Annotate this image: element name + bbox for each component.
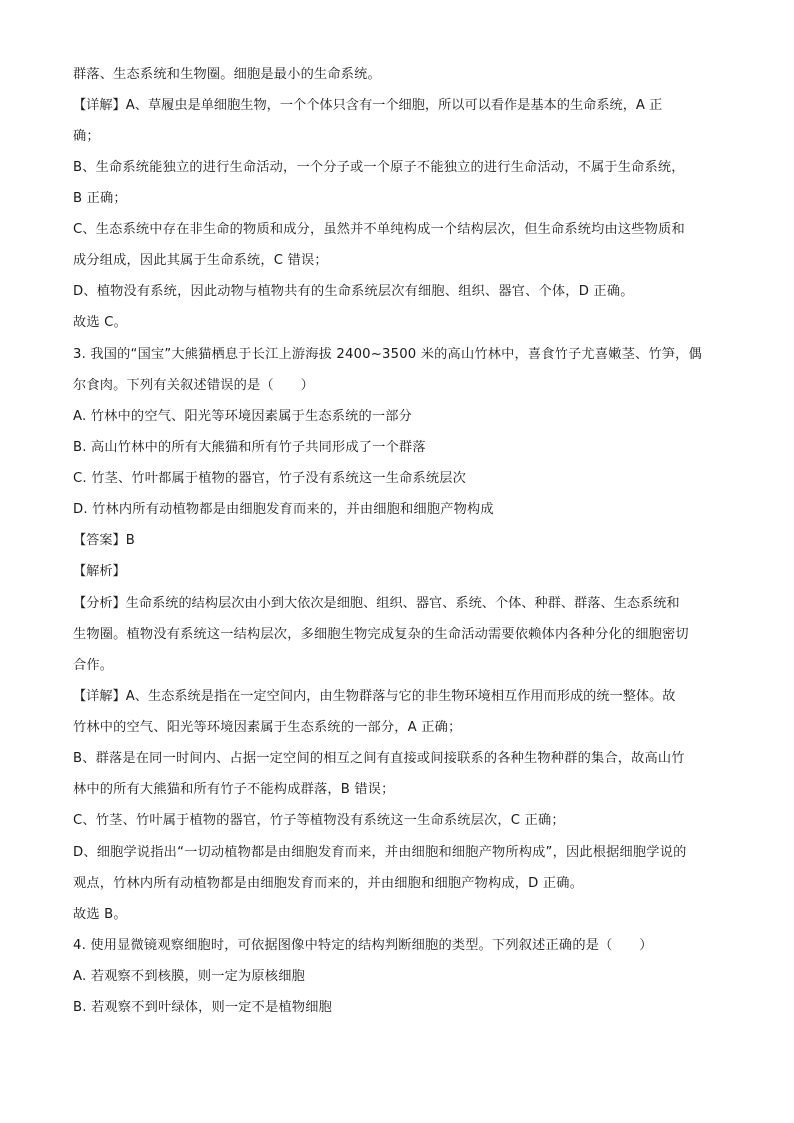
text-line: D、细胞学说指出“一切动植物都是由细胞发育而来，并由细胞和细胞产物所构成”，因此根据细胞学说的 — [73, 845, 687, 860]
text-line: 故选 B。 — [73, 907, 127, 922]
text-line: 确； — [73, 129, 100, 144]
question-3-option-b: B. 高山竹林中的所有大熊猫和所有竹子共同形成了一个群落 — [73, 440, 426, 455]
text-line: 合作。 — [73, 658, 114, 673]
question-3-stem: 尔食肉。下列有关叙述错误的是（ ） — [73, 378, 314, 393]
text-line: 成分组成，因此其属于生命系统，C 错误； — [73, 253, 328, 268]
text-line: C、生态系统中存在非生命的物质和成分，虽然并不单纯构成一个结构层次，但生命系统均由这些物质和 — [73, 222, 685, 237]
text-line: B、生命系统能独立的进行生命活动，一个分子或一个原子不能独立的进行生命活动，不属于生命系统， — [73, 160, 685, 175]
text-line: 【详解】A、草履虫是单细胞生物，一个个体只含有一个细胞，所以可以看作是基本的生命系统，A 正 — [73, 98, 663, 113]
text-line: D、植物没有系统，因此动物与植物共有的生命系统层次有细胞、组织、器官、个体，D 正确。 — [73, 284, 634, 299]
question-4-option-a: A. 若观察不到核膜，则一定为原核细胞 — [73, 969, 305, 984]
answer-label: 【答案】B — [73, 533, 135, 548]
text-line: 林中的所有大熊猫和所有竹子不能构成群落，B 错误； — [73, 782, 395, 797]
text-line: 生物圈。植物没有系统这一结构层次，多细胞生物完成复杂的生命活动需要依赖体内各种分化的细胞密切 — [73, 627, 689, 642]
question-4-option-b: B. 若观察不到叶绿体，则一定不是植物细胞 — [73, 1000, 333, 1015]
question-4-stem: 4. 使用显微镜观察细胞时，可依据图像中特定的结构判断细胞的类型。下列叙述正确的是（ ） — [73, 938, 653, 953]
text-line: 故选 C。 — [73, 315, 127, 330]
text-line: B 正确； — [73, 191, 127, 206]
question-3-option-c: C. 竹茎、竹叶都属于植物的器官，竹子没有系统这一生命系统层次 — [73, 471, 467, 486]
text-line: 竹林中的空气、阳光等环境因素属于生态系统的一部分，A 正确； — [73, 720, 462, 735]
question-3-option-a: A. 竹林中的空气、阳光等环境因素属于生态系统的一部分 — [73, 409, 413, 424]
question-3-option-d: D. 竹林内所有动植物都是由细胞发育而来的，并由细胞和细胞产物构成 — [73, 502, 494, 517]
text-line: B、群落是在同一时间内、占据一定空间的相互之间有直接或间接联系的各种生物种群的集合，故高山竹 — [73, 751, 685, 766]
text-line: 观点，竹林内所有动植物都是由细胞发育而来的，并由细胞和细胞产物构成，D 正确。 — [73, 876, 584, 891]
text-line: C、竹茎、竹叶属于植物的器官，竹子等植物没有系统这一生命系统层次，C 正确； — [73, 813, 565, 828]
analysis-label: 【解析】 — [73, 564, 126, 579]
question-3-stem: 3. 我国的“国宝”大熊猫栖息于长江上游海拔 2400~3500 米的高山竹林中，喜食竹子尤喜嫩茎、竹笋，偶 — [73, 347, 702, 362]
text-line: 群落、生态系统和生物圈。细胞是最小的生命系统。 — [73, 67, 381, 82]
text-line: 【详解】A、生态系统是指在一定空间内，由生物群落与它的非生物环境相互作用而形成的统一整体。故 — [73, 689, 676, 704]
text-line: 【分析】生命系统的结构层次由小到大依次是细胞、组织、器官、系统、个体、种群、群落、生态系统和 — [73, 596, 680, 611]
